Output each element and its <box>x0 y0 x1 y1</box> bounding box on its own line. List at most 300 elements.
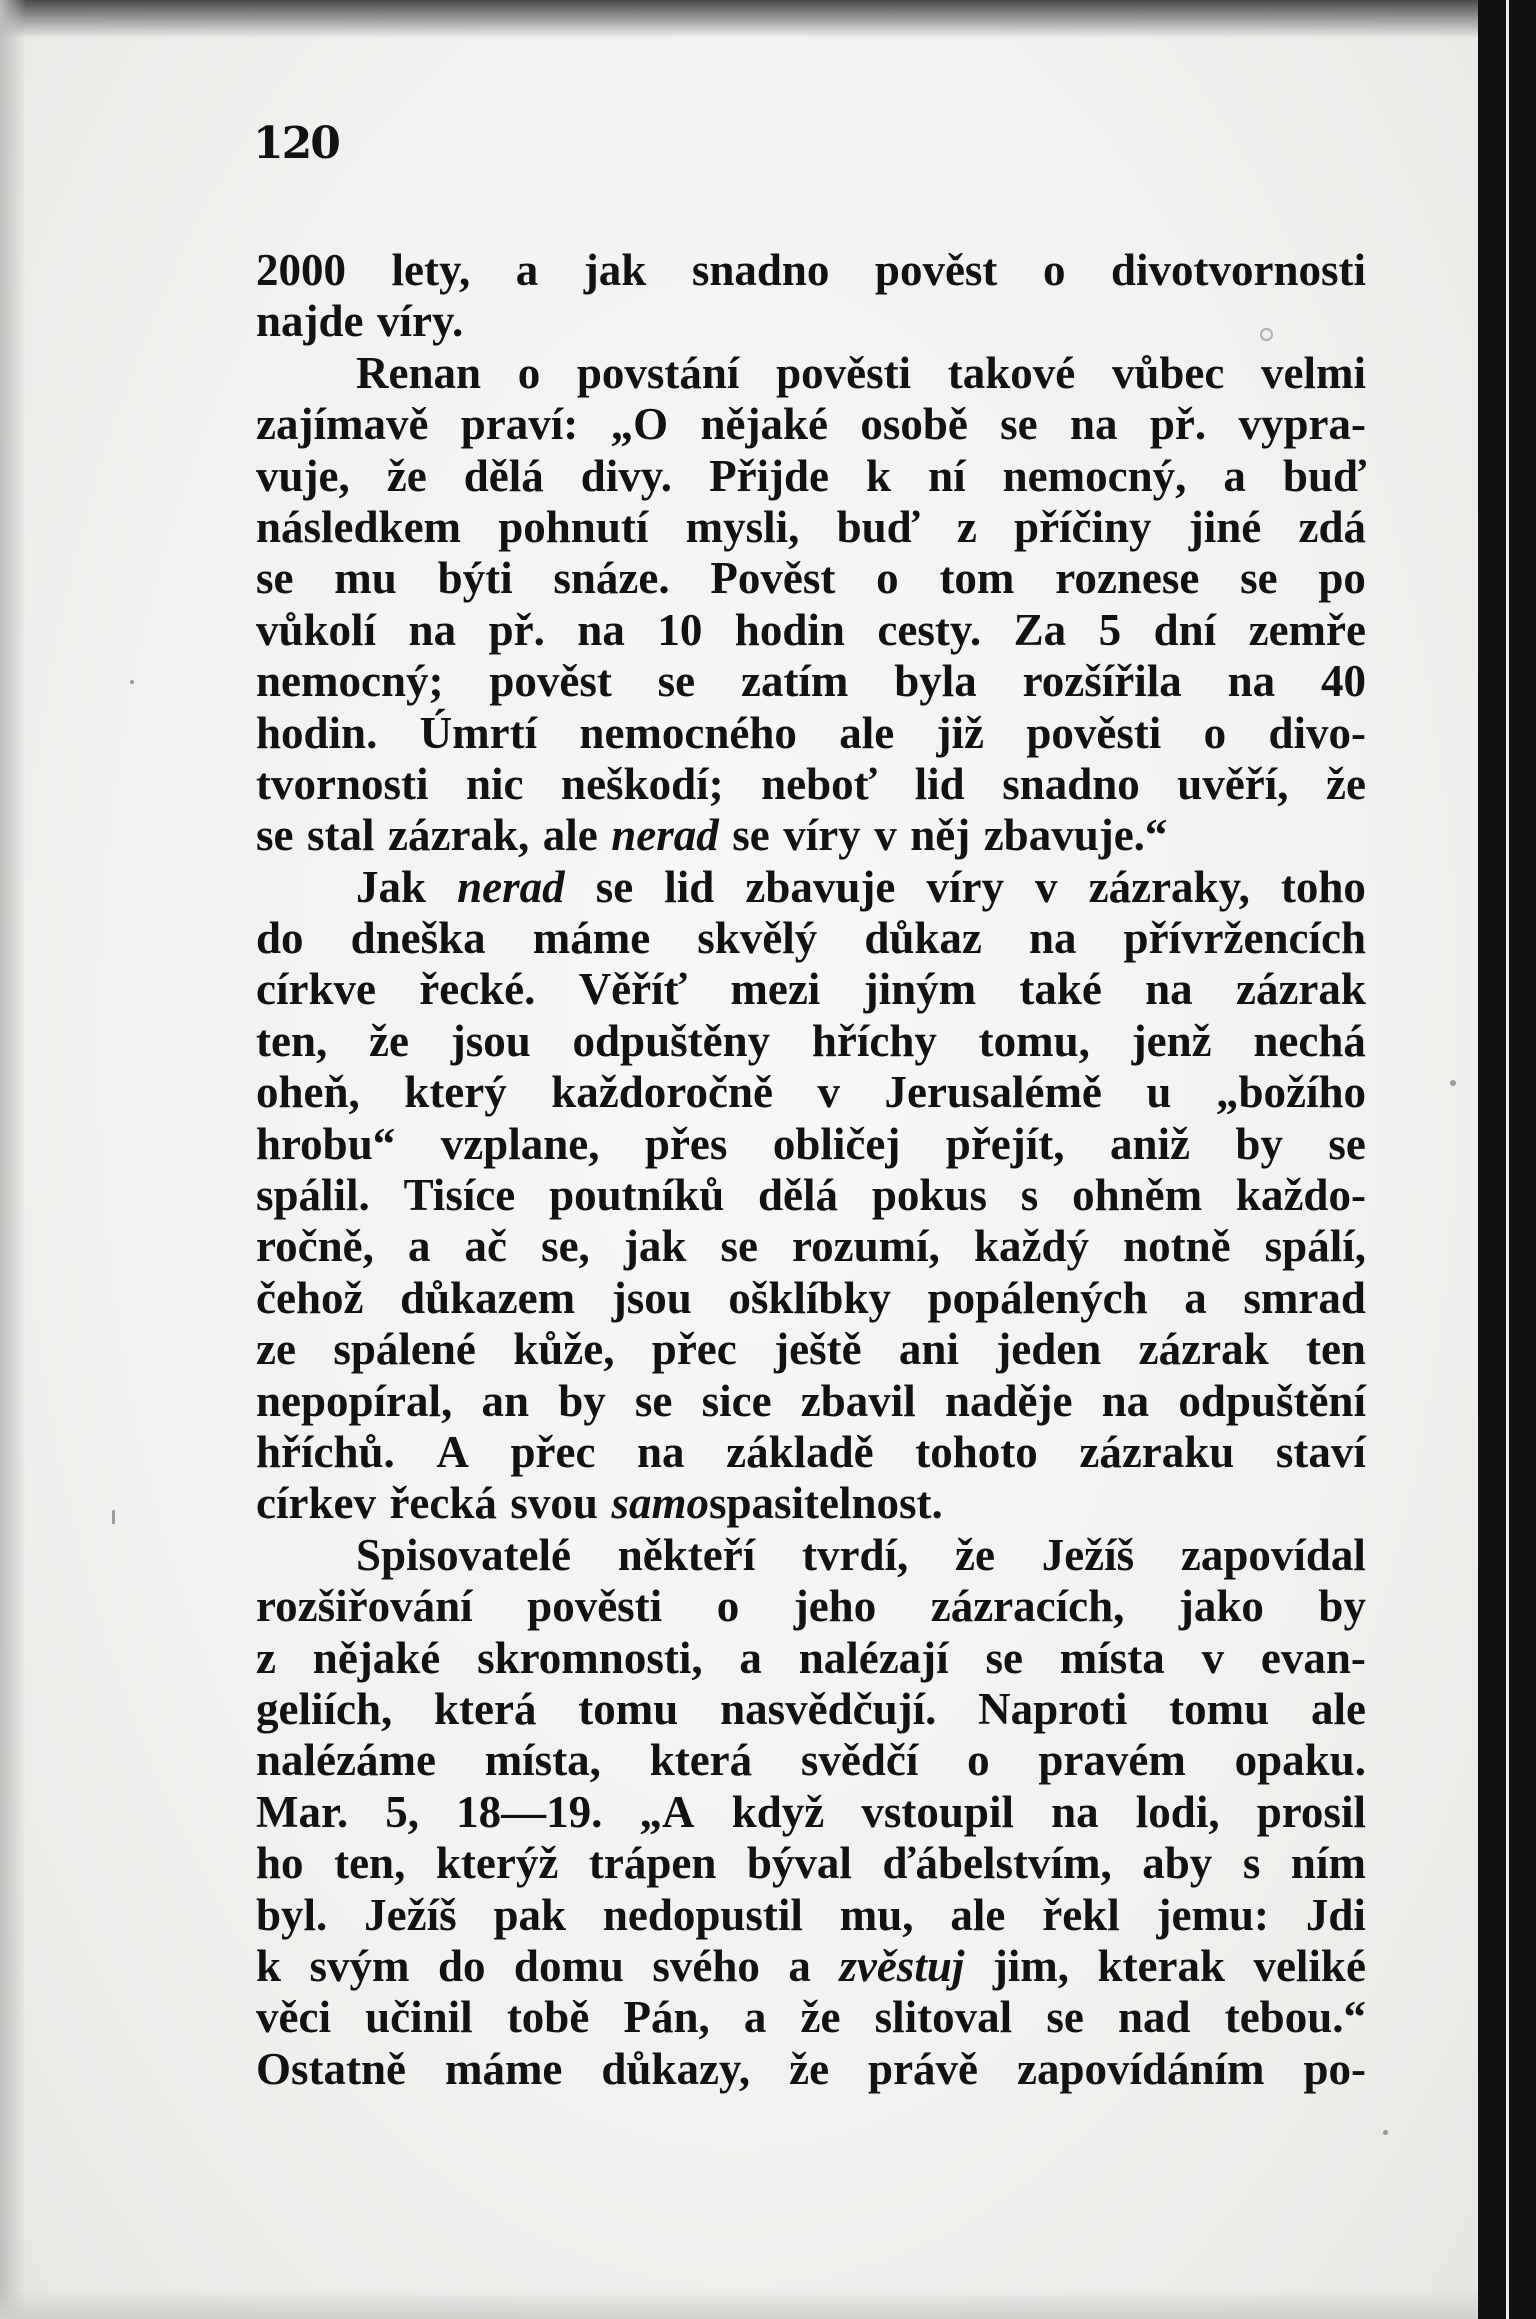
word: základě <box>726 1426 874 1477</box>
word: zázraku <box>1079 1426 1235 1477</box>
word: jsou <box>450 1015 531 1066</box>
word: neboť <box>761 758 878 809</box>
word: tobě <box>506 1992 590 2043</box>
text-line <box>256 1221 1366 1272</box>
text-line <box>256 810 1366 861</box>
word: mu <box>334 553 397 604</box>
word: vypra- <box>1238 399 1366 450</box>
word: by <box>1235 1118 1283 1169</box>
word: Věříť <box>578 964 688 1015</box>
word: „A <box>639 1786 695 1837</box>
word: Přijde <box>709 450 830 501</box>
text-line <box>256 348 1366 399</box>
word: opaku. <box>1234 1735 1366 1786</box>
word: tebou.“ <box>1224 1992 1366 2043</box>
word: 5, <box>385 1786 419 1837</box>
word: s <box>1020 1170 1039 1221</box>
word: by <box>558 1375 606 1426</box>
word: aniž <box>1109 1118 1190 1169</box>
word: nasvědčují. <box>720 1683 937 1734</box>
word: příčiny <box>1014 501 1152 552</box>
word: ale <box>950 1889 1006 1940</box>
paper-speck <box>130 680 134 684</box>
word: odpuštění <box>1178 1375 1366 1426</box>
word: následkem <box>256 501 462 552</box>
word: zbavuje <box>745 861 896 912</box>
word: se <box>595 861 634 912</box>
text-line <box>256 1941 1366 1992</box>
word: vuje, <box>256 450 350 501</box>
word: důkazy, <box>601 2043 751 2094</box>
word: samospasitelnost. <box>611 1478 943 1529</box>
word: rozšiřování <box>256 1581 473 1632</box>
word: právě <box>868 2043 979 2094</box>
word: se, <box>541 1221 590 1272</box>
word: že <box>789 2043 830 2094</box>
word: smrad <box>1243 1272 1366 1323</box>
text-line <box>256 1581 1366 1632</box>
word: o <box>517 347 541 398</box>
word: a <box>743 1992 767 2043</box>
word: roznese <box>1055 553 1200 604</box>
word: církve <box>256 964 376 1015</box>
word: že <box>800 1992 841 2043</box>
text-line <box>256 1735 1366 1786</box>
word: na <box>577 604 625 655</box>
text-line <box>256 1633 1366 1684</box>
word: čehož <box>256 1272 364 1323</box>
word: 2000 <box>256 245 346 295</box>
word: obličej <box>772 1118 901 1169</box>
word: víry <box>926 861 1004 912</box>
word: někteří <box>617 1529 756 1580</box>
word: velmi <box>1261 347 1366 398</box>
word: se <box>657 656 696 707</box>
word: povstání <box>576 347 740 398</box>
text-line <box>256 1992 1366 2043</box>
word: ani <box>898 1324 959 1375</box>
word: mu, <box>839 1889 914 1940</box>
word: a <box>788 1940 811 1991</box>
word: Za <box>1013 604 1067 655</box>
word: pak <box>493 1889 566 1940</box>
word: zázraky, <box>1088 861 1250 912</box>
word: se <box>1000 399 1038 450</box>
word: skromnosti, <box>477 1632 703 1683</box>
word: sice <box>701 1375 772 1426</box>
word: dělá <box>463 450 544 501</box>
word: na <box>1101 1375 1150 1426</box>
word: „božího <box>1215 1067 1366 1118</box>
word: se <box>1328 1118 1366 1169</box>
word: ďábelstvím, <box>882 1838 1112 1889</box>
word: a <box>1184 1272 1207 1323</box>
text-line <box>256 296 1366 347</box>
word: spálí, <box>1264 1221 1366 1272</box>
paper-speck <box>1260 328 1273 341</box>
word: svědčí <box>800 1735 919 1786</box>
word: zemře <box>1248 604 1366 655</box>
word: 18—19. <box>456 1786 603 1837</box>
word: po- <box>1303 2043 1366 2094</box>
word: hodin <box>734 604 845 655</box>
word: se <box>720 1221 758 1272</box>
word: nepopíral, <box>256 1375 453 1426</box>
text-line <box>256 913 1366 964</box>
word: která <box>649 1735 753 1786</box>
text-line <box>256 862 1366 913</box>
word: odpuštěny <box>572 1015 771 1066</box>
text-line <box>256 1478 1366 1529</box>
word: cesty. <box>877 604 982 655</box>
text-line <box>256 553 1366 604</box>
word: byl. <box>256 1889 328 1940</box>
paper-speck <box>112 1510 115 1524</box>
word: popálených <box>927 1272 1148 1323</box>
word: zázracích, <box>930 1581 1125 1632</box>
word: tvrdí, <box>801 1529 909 1580</box>
word: máme <box>532 913 651 964</box>
word: pověsti <box>776 347 912 398</box>
word: dneška <box>350 913 486 964</box>
word: pověst <box>874 245 998 295</box>
word: učinil <box>365 1992 473 2043</box>
word: divotvornosti <box>1110 245 1366 295</box>
word: na <box>1051 1786 1099 1837</box>
word: slitoval <box>874 1992 1013 2043</box>
word: pokus <box>871 1170 987 1221</box>
word: Ježíš <box>1041 1529 1135 1580</box>
word: a <box>739 1632 762 1683</box>
word: tomu <box>1169 1683 1270 1734</box>
word: na <box>1070 399 1118 450</box>
word: snadno <box>1002 758 1140 809</box>
word: na <box>1028 913 1077 964</box>
word: Spisovatelé <box>356 1529 572 1580</box>
word: ten <box>1305 1324 1366 1375</box>
word: neškodí; <box>561 758 724 809</box>
word: geliích, <box>256 1683 393 1734</box>
word: buď <box>1282 450 1366 501</box>
word: Pán, <box>623 1992 710 2043</box>
word: že <box>369 1015 409 1066</box>
body-text <box>256 245 1366 2095</box>
scan-left-shadow <box>0 0 26 2319</box>
text-line <box>256 1119 1366 1170</box>
word: lid <box>914 758 965 809</box>
text-line <box>256 1890 1366 1941</box>
word: do <box>437 1940 486 1991</box>
word: na <box>408 604 457 655</box>
word: buď <box>836 501 920 552</box>
text-line <box>256 656 1366 707</box>
word: ač <box>464 1221 507 1272</box>
word: do <box>256 913 304 964</box>
word: víry. <box>377 296 464 347</box>
word: na <box>637 1426 685 1477</box>
word: ročně, <box>256 1221 374 1272</box>
word: př. <box>1149 399 1207 450</box>
word: rozumí, <box>792 1221 940 1272</box>
word: A <box>436 1426 469 1477</box>
word: ním <box>1290 1838 1366 1889</box>
word: jsou <box>611 1272 692 1323</box>
word: zapovídáním <box>1016 2043 1265 2094</box>
word: kterýž <box>435 1838 559 1889</box>
word: zatím <box>740 656 849 707</box>
word: a <box>515 245 539 295</box>
word: o <box>716 1581 740 1632</box>
word: zapovídal <box>1180 1529 1366 1580</box>
text-line <box>256 605 1366 656</box>
word: takové <box>947 347 1076 398</box>
word: místa <box>1059 1632 1165 1683</box>
word: nemocný; <box>256 656 444 707</box>
word: divy. <box>580 450 673 501</box>
word: nechá <box>1253 1015 1366 1066</box>
word: dělá <box>758 1170 839 1221</box>
word: hrobu“ <box>256 1118 396 1169</box>
word: zbavuje.“ <box>983 810 1168 861</box>
word: jako <box>1178 1581 1264 1632</box>
text-line <box>256 964 1366 1015</box>
word: se <box>634 1375 673 1426</box>
word: řecká <box>389 1478 497 1529</box>
word: nemocný, <box>1002 450 1187 501</box>
word: kterak <box>1097 1940 1225 1991</box>
word: zázrak, <box>388 810 530 861</box>
word: osobě <box>860 399 968 450</box>
text-line <box>256 1273 1366 1324</box>
word: Ježíš <box>364 1889 457 1940</box>
word: vstoupil <box>861 1786 1014 1837</box>
word: zázrak <box>1138 1324 1269 1375</box>
word: trápen <box>588 1838 717 1889</box>
word: ze <box>256 1324 296 1375</box>
word: by <box>1318 1581 1366 1632</box>
text-line <box>256 451 1366 502</box>
text-line <box>256 245 1366 296</box>
word: již <box>936 707 984 758</box>
word: jemu: <box>1156 1889 1270 1940</box>
word: pověsti <box>527 1581 663 1632</box>
word: Úmrtí <box>419 707 538 758</box>
word: aby <box>1142 1838 1213 1889</box>
word: který <box>404 1067 507 1118</box>
word: nalézáme <box>256 1735 436 1786</box>
word: hříchů. <box>256 1426 395 1477</box>
text-line <box>256 1067 1366 1118</box>
word: když <box>731 1786 825 1837</box>
word: zdá <box>1298 501 1366 552</box>
word: „O <box>610 399 669 450</box>
word: ale <box>839 707 895 758</box>
word: svou <box>510 1478 598 1529</box>
word: stal <box>307 810 375 861</box>
word: byla <box>894 656 977 707</box>
word: nic <box>466 758 524 809</box>
word: nemocného <box>579 707 797 758</box>
word: vůbec <box>1111 347 1225 398</box>
word: nedopustil <box>602 1889 803 1940</box>
text-line <box>256 1170 1366 1221</box>
word: a <box>1223 450 1246 501</box>
word: v <box>817 1067 840 1118</box>
word: důkaz <box>864 913 982 964</box>
word: mysli, <box>685 501 800 552</box>
word: Renan <box>356 347 482 398</box>
word: z <box>256 1632 276 1683</box>
word: hříchy <box>811 1015 937 1066</box>
word: také <box>1019 964 1102 1015</box>
word: s <box>1242 1838 1261 1889</box>
word: najde <box>256 296 364 347</box>
word: tomu, <box>978 1015 1090 1066</box>
word: přec <box>651 1324 737 1375</box>
word: spálené <box>333 1324 476 1375</box>
word: která <box>434 1683 537 1734</box>
page-number: 120 <box>253 118 339 169</box>
word: jak <box>623 1221 687 1272</box>
word: praví: <box>460 399 579 450</box>
text-line <box>256 1324 1366 1375</box>
word: o <box>967 1735 990 1786</box>
text-line <box>256 1427 1366 1478</box>
word: každý <box>973 1221 1090 1272</box>
text-line <box>256 759 1366 810</box>
word: na <box>1145 964 1193 1015</box>
word: býti <box>437 553 513 604</box>
paper-speck <box>1383 2130 1388 2135</box>
word: jeho <box>793 1581 877 1632</box>
word: skvělý <box>697 913 818 964</box>
word: divo- <box>1268 707 1366 758</box>
word: něj <box>910 810 971 861</box>
word: 5 <box>1098 604 1122 655</box>
word: pohnutí <box>498 501 649 552</box>
word: o <box>1042 245 1066 295</box>
word: se <box>256 810 294 861</box>
word: dní <box>1153 604 1217 655</box>
word: domu <box>513 1940 624 1991</box>
word: staví <box>1275 1426 1366 1477</box>
word: an <box>481 1375 530 1426</box>
text-line <box>256 1787 1366 1838</box>
text-line <box>256 1016 1366 1067</box>
word: toho <box>1280 861 1366 912</box>
word: na <box>1227 656 1276 707</box>
word: zbavil <box>800 1375 916 1426</box>
text-line <box>256 502 1366 553</box>
word: ale <box>1310 1683 1366 1734</box>
text-line <box>256 1684 1366 1735</box>
word: věci <box>256 1992 331 2043</box>
edge-rule <box>1506 0 1509 2319</box>
word: 40 <box>1320 656 1366 707</box>
word: 10 <box>657 604 703 655</box>
word: Naproti <box>978 1683 1128 1734</box>
word: Mar. <box>256 1786 349 1837</box>
word: tohoto <box>915 1426 1038 1477</box>
word: vůkolí <box>256 604 377 655</box>
word: Jdi <box>1305 1889 1366 1940</box>
word: ještě <box>774 1324 862 1375</box>
word: spálil. <box>256 1170 370 1221</box>
text-line <box>256 1530 1366 1581</box>
word: že <box>386 450 427 501</box>
word: řecké. <box>419 964 536 1015</box>
text-line <box>256 1376 1366 1427</box>
word: Tisíce <box>403 1170 516 1221</box>
word: nerad <box>457 861 565 912</box>
word: ho <box>256 1838 304 1889</box>
word: se <box>985 1632 1023 1683</box>
word: nějaké <box>700 399 828 450</box>
word: lodi, <box>1135 1786 1220 1837</box>
scan-bottom-shadow <box>0 2289 1478 2319</box>
word: máme <box>444 2043 563 2094</box>
word: se <box>732 810 770 861</box>
word: řekl <box>1042 1889 1120 1940</box>
word: svého <box>652 1940 760 1991</box>
word: z <box>956 501 977 552</box>
word: Pověst <box>710 553 836 604</box>
word: nalézají <box>798 1632 949 1683</box>
word: nerad <box>611 810 719 861</box>
word: místa, <box>484 1735 601 1786</box>
word: Jerusalémě <box>884 1067 1102 1118</box>
word: o <box>876 553 899 604</box>
word: že <box>1326 758 1366 809</box>
word: přes <box>644 1118 728 1169</box>
text-line <box>256 708 1366 759</box>
word: se <box>1046 1992 1084 2043</box>
word: ní <box>928 450 966 501</box>
word: u <box>1146 1067 1172 1118</box>
word: poutníků <box>549 1170 725 1221</box>
word: tvornosti <box>256 758 429 809</box>
word: jak <box>583 245 647 295</box>
word: hodin. <box>256 707 378 758</box>
word: se <box>256 553 294 604</box>
word: každoročně <box>551 1067 773 1118</box>
word: ohněm <box>1072 1170 1203 1221</box>
word: a <box>407 1221 431 1272</box>
word: církev <box>256 1478 376 1529</box>
word: jiným <box>863 964 977 1015</box>
word: ale <box>542 810 598 861</box>
word: veliké <box>1253 1940 1366 1991</box>
word: jim, <box>992 1940 1070 1991</box>
word: lid <box>664 861 715 912</box>
word: nad <box>1117 1992 1191 2043</box>
word: mezi <box>730 964 821 1015</box>
word: Jak <box>356 861 427 912</box>
word: pověst <box>489 656 612 707</box>
word: v <box>1035 861 1058 912</box>
text-line <box>256 1838 1366 1889</box>
word: př. <box>488 604 545 655</box>
word: přívržencích <box>1123 913 1366 964</box>
word: jiné <box>1188 501 1262 552</box>
word: v <box>874 810 897 861</box>
word: tomu <box>578 1683 679 1734</box>
word: ten, <box>256 1015 328 1066</box>
word: vzplane, <box>440 1118 600 1169</box>
word: býval <box>746 1838 852 1889</box>
word: nějaké <box>312 1632 441 1683</box>
word: notně <box>1123 1221 1231 1272</box>
